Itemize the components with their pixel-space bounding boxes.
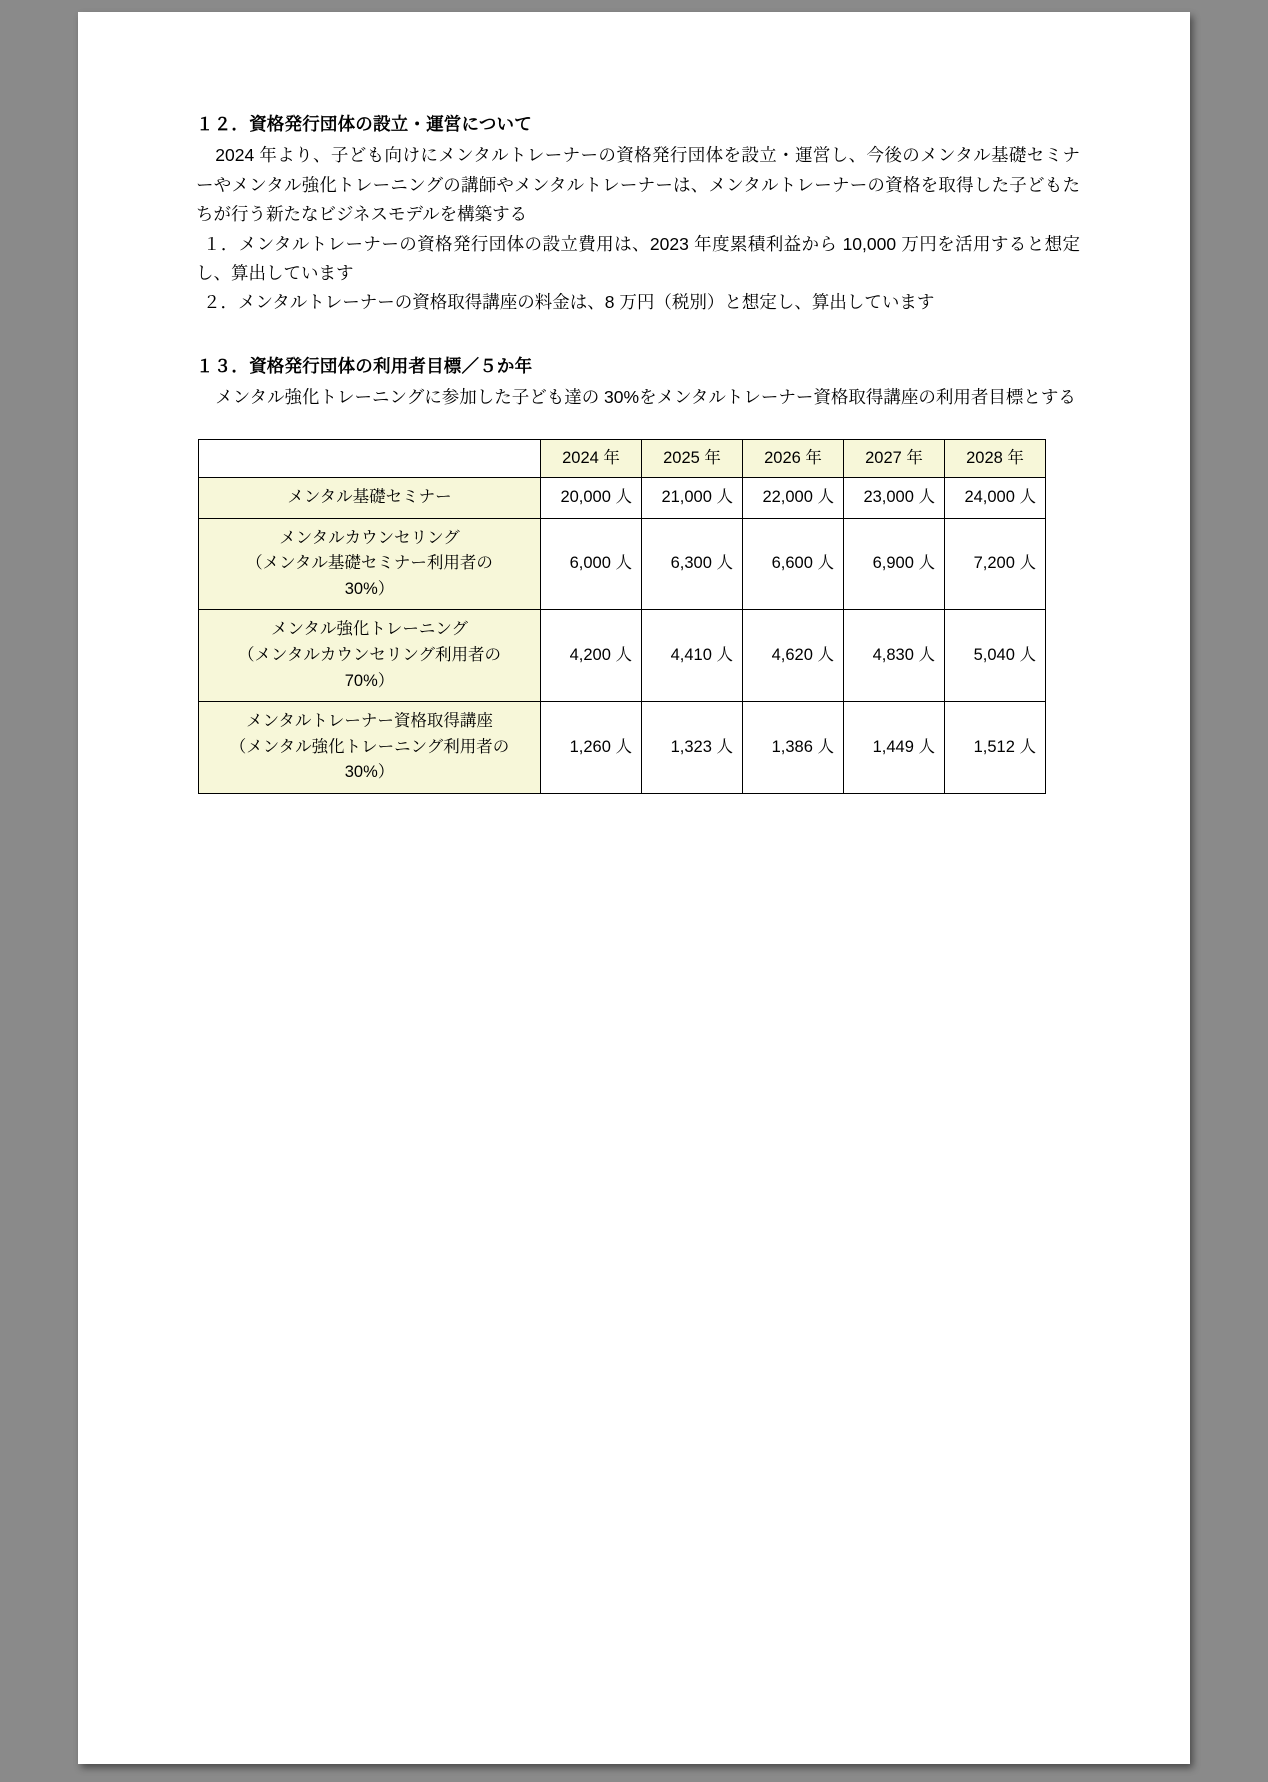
table-row	[199, 478, 1046, 519]
table-cell-value: 20,000 人	[541, 478, 642, 519]
table-cell-value: 6,600 人	[743, 518, 844, 610]
table-cell-value: 4,200 人	[541, 610, 642, 702]
table-column-header: 2026 年	[743, 439, 844, 478]
table-cell-value: 4,830 人	[844, 610, 945, 702]
table-cell-value: 7,200 人	[945, 518, 1046, 610]
table-row	[199, 518, 1046, 610]
table-cell-value: 4,620 人	[743, 610, 844, 702]
table-row-label: メンタルトレーナー資格取得講座 （メンタル強化トレーニング利用者の 30%）	[199, 702, 541, 794]
table-cell-value: 1,260 人	[541, 702, 642, 794]
table-cell-value: 22,000 人	[743, 478, 844, 519]
table-cell-value: 1,512 人	[945, 702, 1046, 794]
table-cell-value: 5,040 人	[945, 610, 1046, 702]
table-row	[199, 702, 1046, 794]
table-cell-value: 1,449 人	[844, 702, 945, 794]
table-cell-value: 21,000 人	[642, 478, 743, 519]
document-page	[78, 12, 1190, 1764]
table-header-row	[199, 439, 1046, 478]
table-column-header: 2028 年	[945, 439, 1046, 478]
table-corner-cell	[199, 439, 541, 478]
section-heading-13: １３．資格発行団体の利用者目標／５か年	[196, 355, 533, 376]
table-cell-value: 6,000 人	[541, 518, 642, 610]
table-body	[199, 478, 1046, 794]
section-heading-12: １２．資格発行団体の設立・運営について	[196, 114, 532, 134]
table-cell-value: 6,300 人	[642, 518, 743, 610]
table-row-label: メンタル基礎セミナー	[199, 478, 541, 519]
table-cell-value: 1,386 人	[743, 702, 844, 794]
table-row-label: メンタルカウンセリング （メンタル基礎セミナー利用者の 30%）	[199, 518, 541, 610]
table-cell-value: 4,410 人	[642, 610, 743, 702]
document-body	[196, 110, 1080, 794]
table-cell-value: 23,000 人	[844, 478, 945, 519]
table-row	[199, 610, 1046, 702]
table-column-header: 2024 年	[541, 439, 642, 478]
section-12-paragraph-3: ２．メンタルトレーナーの資格取得講座の料金は、8 万円（税別）と想定し、算出しています	[203, 292, 935, 313]
section-13-paragraph-1: メンタル強化トレーニングに参加した子ども達の 30%をメンタルトレーナー資格取得講座の利用者目標とする	[215, 387, 1076, 408]
table-column-header: 2027 年	[844, 439, 945, 478]
table-row-label: メンタル強化トレーニング （メンタルカウンセリング利用者の 70%）	[199, 610, 541, 702]
table-header	[199, 439, 1046, 478]
table-cell-value: 24,000 人	[945, 478, 1046, 519]
table-cell-value: 1,323 人	[642, 702, 743, 794]
section-12-paragraph-1: 2024 年より、子ども向けにメンタルトレーナーの資格発行団体を設立・運営し、今後のメンタル基礎セミナーやメンタル強化トレーニングの講師やメンタルトレーナーは、メンタルトレーナーの資格を取得した子どもたちが行う新たなビジネスモデルを構築する	[196, 145, 1080, 225]
table-cell-value: 6,900 人	[844, 518, 945, 610]
section-12-paragraph-2: １．メンタルトレーナーの資格発行団体の設立費用は、2023 年度累積利益から 10,000 万円を活用すると想定し、算出しています	[196, 233, 1080, 283]
table-column-header: 2025 年	[642, 439, 743, 478]
user-target-table	[198, 439, 1046, 794]
